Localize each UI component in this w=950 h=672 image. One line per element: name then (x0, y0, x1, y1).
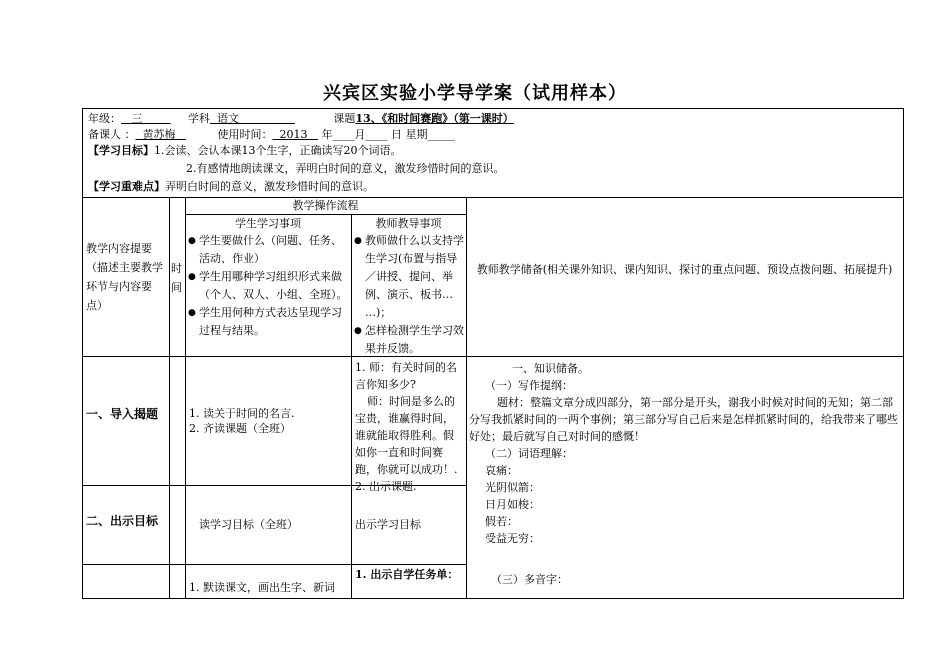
flow-header: 教学操作流程 (292, 199, 359, 212)
grade-line: 年级： 三 学科 语文 课题13、《和时间赛跑》（第一课时） (88, 112, 514, 125)
divider (351, 214, 352, 598)
reserve-content (500, 360, 900, 377)
reserve-paragraph: 题材：整篇文章分成四部分，第一部分是开头，谢我小时候对时间的无知；第二部分写我抓紧时间的一两个事例；第三部分写自己后来是怎样抓紧时间的，给我带来了哪些好处；最后就写自己对时间的感慨！ (469, 396, 898, 443)
r1-student (189, 406, 349, 436)
keypoints-line: 【学习重难点】弄明白时间的意义，激发珍惜时间的意识。 (88, 180, 374, 193)
student-items (188, 232, 348, 340)
divider (169, 197, 170, 598)
preparer-line: 备课人 ： 黄苏梅 使用时间： 2013 年____月____ 日 星期_____ (88, 128, 455, 141)
time-header: 时间 (171, 262, 182, 294)
reserve-heading: 一、知识储备。 (512, 362, 589, 375)
word-item: 光阴似箭： (485, 481, 540, 494)
divider (185, 197, 186, 598)
word-item: 受益无穷： (485, 532, 540, 545)
date-suffix: 年____月____ 日 星期_____ (321, 128, 455, 141)
list-item: ● 学生用何种方式表达呈现学习过程与结果。 (188, 304, 348, 340)
word-item: 日月如梭： (485, 498, 540, 511)
divider (83, 356, 903, 357)
r3-student: 1. 默读课文，画出生字、新词 (189, 581, 335, 594)
page-title: 兴宾区实验小学导学案（试用样本） (323, 83, 627, 104)
lesson-plan-table (82, 108, 904, 599)
word-item: 假若： (485, 515, 518, 528)
list-item: ● 教师做什么以支持学生学习(布置与指导／讲授、提问、举例、演示、板书… …)； (354, 232, 464, 322)
goals-line1: 【学习目标】1.会读、会认本课13个生字，正确读写20个词语。 (88, 144, 402, 157)
r3-teacher: 1. 出示自学任务单： (355, 568, 459, 581)
r2-teacher: 出示学习目标 (355, 518, 421, 531)
reserve-body (469, 377, 900, 547)
reserve-subheading: （三）多音字： (491, 573, 568, 586)
goals-label: 【学习目标】 (88, 144, 154, 157)
content-summary-header: 教学内容提要（描述主要教学环节与内容要点） (86, 242, 163, 312)
teacher-head: 教师教导事项 (375, 217, 442, 230)
goals-line2: 2.有感情地朗读课文，弄明白时间的意义，激发珍惜时间的意识。 (186, 162, 505, 175)
list-item: ● 学生用哪种学习组织形式来做（个人、双人、小组、全班）。 (188, 268, 348, 304)
section-goals: 二、出示目标 (86, 514, 159, 528)
r2-student: 读学习目标（全班） (199, 518, 298, 531)
preparer-value: 黄苏梅 (142, 128, 176, 141)
list-item: 1. 读关于时间的名言. (189, 407, 295, 420)
reserve-subheading: （二）词语理解： (485, 447, 573, 460)
student-head: 学生学习事项 (235, 217, 301, 230)
section-intro: 一、导入揭题 (86, 407, 159, 421)
teacher-items (354, 232, 464, 358)
subject-value: 语文 (216, 112, 239, 125)
topic-value: 13、《和时间赛跑》（第一课时） (355, 112, 514, 125)
r1-teacher: 1. 师：有关时间的名言你知多少? 师：时间是多么的宝贵，谁赢得时间，谁就能取得胜利。假如你一直和时间赛跑，你就可以成功！. 2. 出示课题. (355, 361, 458, 493)
word-item: 哀痛： (485, 464, 518, 477)
reserve-header: 教师教学储备(相关课外知识、课内知识、探讨的重点问题、预设点拨问题、拓展提升) (476, 263, 893, 276)
divider (185, 214, 466, 215)
reserve-subheading: （一）写作提纲： (485, 379, 573, 392)
list-item: ● 学生要做什么（问题、任务、活动、作业） (188, 232, 348, 268)
list-item: 2. 齐读课题（全班） (189, 422, 291, 435)
divider (83, 564, 467, 565)
grade-value: 三 (131, 112, 143, 125)
divider (466, 197, 467, 598)
list-item: ● 怎样检测学生学习效果并反馈。 (354, 322, 464, 358)
year-value: 2013 (279, 128, 308, 141)
keypoints-label: 【学习重难点】 (88, 180, 165, 193)
